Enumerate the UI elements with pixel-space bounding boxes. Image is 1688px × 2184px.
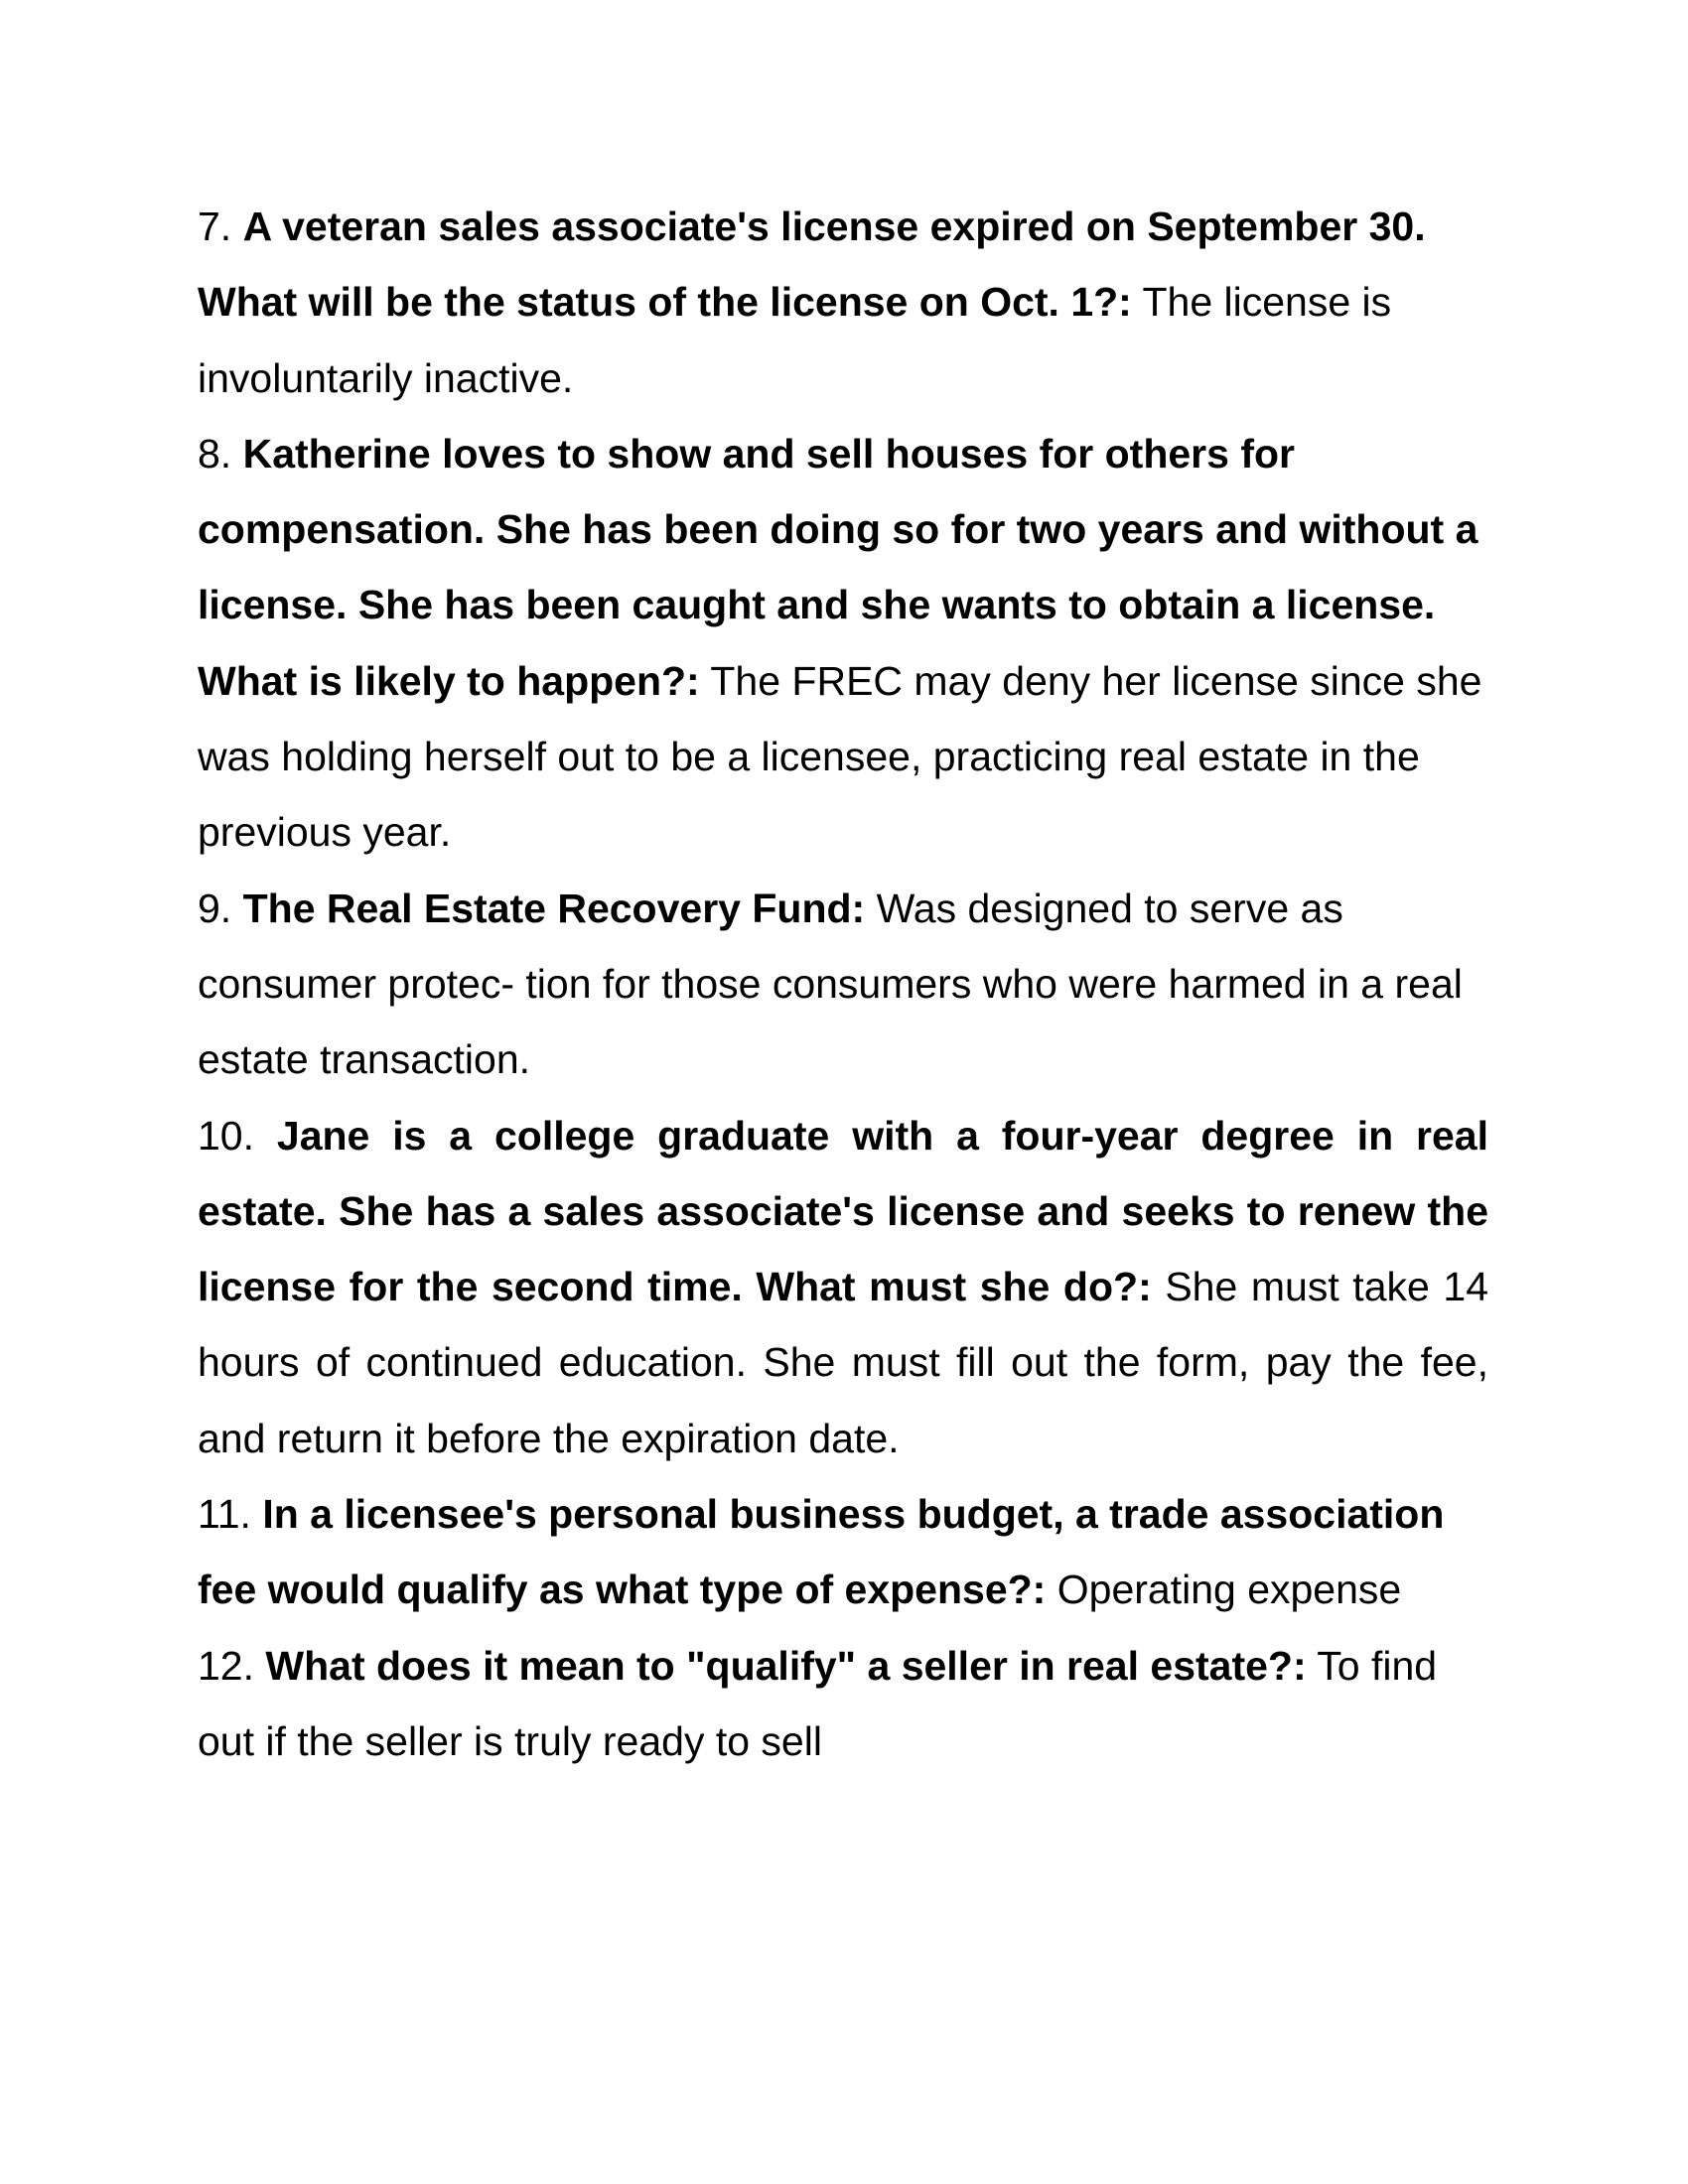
question-text: Katherine loves to show and sell houses for others for compensation. She has been doing so for two years and without a license. She has been caught and she wants to obtain a license. What is likely to happen?:: [198, 430, 1478, 704]
qa-item-7: [198, 189, 1488, 416]
document-page: [198, 189, 1488, 1779]
qa-item-11: [198, 1476, 1488, 1628]
qa-item-9: [198, 871, 1488, 1098]
item-number: 8.: [198, 430, 232, 477]
answer-text: Operating expense: [1056, 1567, 1402, 1613]
answer-text: She must take 14 hours of continued education. She must fill out the form, pay the fee, and return it before the expiration date.: [198, 1264, 1488, 1461]
qa-item-12: [198, 1628, 1488, 1780]
item-number: 12.: [198, 1642, 254, 1689]
question-text: Jane is a college graduate with a four-year degree in real estate. She has a sales associate's license and seeks to renew the license for the second time. What must she do?:: [198, 1112, 1488, 1310]
question-text: The Real Estate Recovery Fund:: [242, 885, 866, 931]
answer-text: The FREC may deny her license since she was holding herself out to be a licensee, practicing real estate in the previous year.: [198, 657, 1482, 856]
item-number: 7.: [198, 204, 232, 249]
question-text: What does it mean to "qualify" a seller in real estate?:: [265, 1642, 1307, 1689]
question-text: In a licensee's personal business budget, a trade association fee would qualify as what type of expense?:: [198, 1491, 1445, 1613]
item-number: 10.: [198, 1112, 254, 1159]
item-number: 9.: [198, 885, 232, 931]
answer-text: The license is involuntarily inactive.: [198, 279, 1392, 401]
item-number: 11.: [198, 1491, 251, 1538]
qa-item-8: [198, 416, 1488, 871]
question-text: A veteran sales associate's license expired on September 30. What will be the status of the license on Oct. 1?:: [198, 204, 1426, 326]
answer-text: To find out if the seller is truly ready to sell: [198, 1642, 1438, 1764]
qa-item-10: [198, 1098, 1488, 1476]
answer-text: Was designed to serve as consumer protec- tion for those consumers who were harmed in a real estate transaction.: [198, 885, 1463, 1083]
